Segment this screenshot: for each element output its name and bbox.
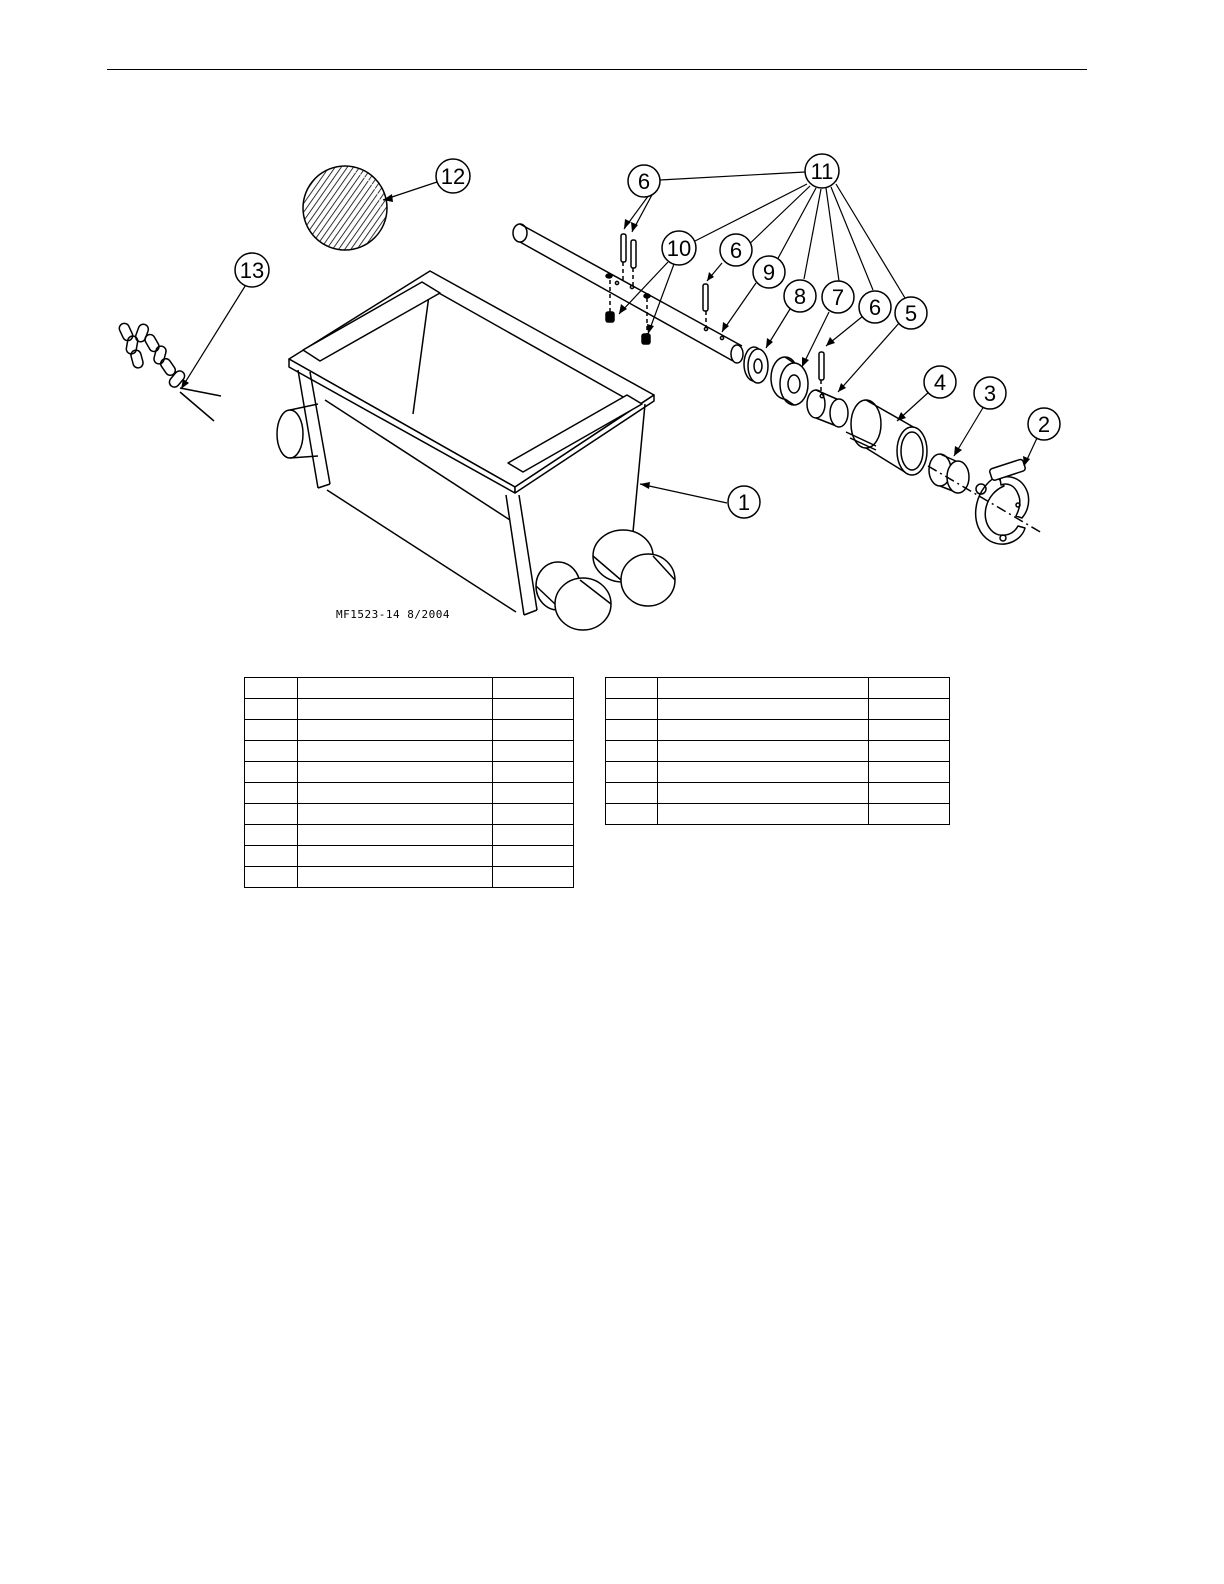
table-row: [245, 867, 574, 888]
callout-10: [662, 231, 696, 265]
description-cell: [658, 783, 869, 804]
table-row: [606, 783, 950, 804]
parts-table-right: [605, 677, 950, 825]
part-number-cell: [869, 762, 950, 783]
callout-4: [924, 366, 956, 398]
item-cell: [245, 867, 298, 888]
callout-13: [235, 253, 269, 287]
description-cell: [298, 720, 493, 741]
item-cell: [245, 678, 298, 699]
description-cell: [298, 825, 493, 846]
part-number-cell: [493, 699, 574, 720]
item-cell: [606, 699, 658, 720]
callout-3: [974, 377, 1006, 409]
item-cell: [606, 720, 658, 741]
item-cell: [245, 825, 298, 846]
table-row: [606, 699, 950, 720]
table-row: [245, 846, 574, 867]
collar-part: [807, 390, 848, 427]
part-number-cell: [869, 678, 950, 699]
part-number-cell: [493, 804, 574, 825]
table-row: [245, 825, 574, 846]
description-cell: [298, 846, 493, 867]
exploded-parts-diagram: [0, 0, 1224, 660]
table-row: [245, 678, 574, 699]
part-number-cell: [493, 678, 574, 699]
svg-text:6: 6: [868, 295, 882, 320]
table-row: [245, 720, 574, 741]
item-cell: [606, 762, 658, 783]
table-row: [245, 741, 574, 762]
item-cell: [606, 741, 658, 762]
svg-text:4: 4: [933, 370, 947, 395]
description-cell: [298, 804, 493, 825]
part-number-cell: [493, 867, 574, 888]
description-cell: [658, 720, 869, 741]
description-cell: [298, 762, 493, 783]
description-cell: [298, 699, 493, 720]
svg-text:2: 2: [1037, 412, 1051, 437]
svg-text:10: 10: [666, 236, 692, 261]
part-number-cell: [869, 741, 950, 762]
part-number-cell: [493, 762, 574, 783]
callout-2: [1028, 408, 1060, 440]
part-number-cell: [493, 720, 574, 741]
item-cell: [606, 783, 658, 804]
svg-text:7: 7: [831, 285, 845, 310]
callout-5: [895, 297, 927, 329]
table-row: [606, 720, 950, 741]
item-cell: [245, 783, 298, 804]
item-cell: [245, 741, 298, 762]
svg-text:1: 1: [737, 490, 751, 515]
callout-9: [753, 256, 785, 288]
description-cell: [658, 699, 869, 720]
item-cell: [245, 762, 298, 783]
callout-6-c: [859, 291, 891, 323]
item-cell: [245, 804, 298, 825]
drawing-id-label: MF1523-14 8/2004: [336, 608, 450, 621]
item-cell: [245, 846, 298, 867]
callout-6-b: [720, 234, 752, 266]
table-row: [245, 804, 574, 825]
part-number-cell: [869, 699, 950, 720]
table-row: [606, 741, 950, 762]
chain-part: [118, 322, 221, 421]
part-number-cell: [869, 720, 950, 741]
callout-7: [822, 281, 854, 313]
svg-text:6: 6: [729, 238, 743, 263]
item-cell: [245, 720, 298, 741]
callout-6-a: [628, 165, 660, 197]
table-row: [606, 762, 950, 783]
callout-11: [805, 154, 839, 188]
description-cell: [298, 783, 493, 804]
part-number-cell: [493, 846, 574, 867]
table-row: [606, 678, 950, 699]
description-cell: [298, 741, 493, 762]
item-cell: [245, 699, 298, 720]
hopper-box: [277, 271, 675, 630]
table-row: [245, 783, 574, 804]
description-cell: [658, 741, 869, 762]
svg-text:11: 11: [810, 159, 834, 184]
callout-12: [436, 159, 470, 193]
part-number-cell: [869, 804, 950, 825]
item-cell: [606, 678, 658, 699]
part-number-cell: [493, 741, 574, 762]
svg-text:8: 8: [793, 284, 807, 309]
item-cell: [606, 804, 658, 825]
part-number-cell: [869, 783, 950, 804]
table-row: [606, 804, 950, 825]
table-row: [245, 762, 574, 783]
svg-text:9: 9: [762, 260, 776, 285]
table-row: [245, 699, 574, 720]
description-cell: [298, 867, 493, 888]
set-screws: [606, 312, 650, 344]
svg-text:13: 13: [239, 258, 265, 283]
part-number-cell: [493, 825, 574, 846]
ball-part: [303, 166, 387, 250]
callout-1: [728, 486, 760, 518]
part-number-cell: [493, 783, 574, 804]
sleeve-part: [846, 400, 927, 475]
callout-8: [784, 280, 816, 312]
svg-text:3: 3: [983, 381, 997, 406]
svg-text:12: 12: [440, 164, 466, 189]
svg-text:6: 6: [637, 169, 651, 194]
description-cell: [298, 678, 493, 699]
washer-part: [744, 347, 768, 383]
parts-table-left: [244, 677, 574, 888]
svg-text:5: 5: [904, 301, 918, 326]
description-cell: [658, 678, 869, 699]
description-cell: [658, 804, 869, 825]
description-cell: [658, 762, 869, 783]
clamp-part: [976, 459, 1029, 544]
